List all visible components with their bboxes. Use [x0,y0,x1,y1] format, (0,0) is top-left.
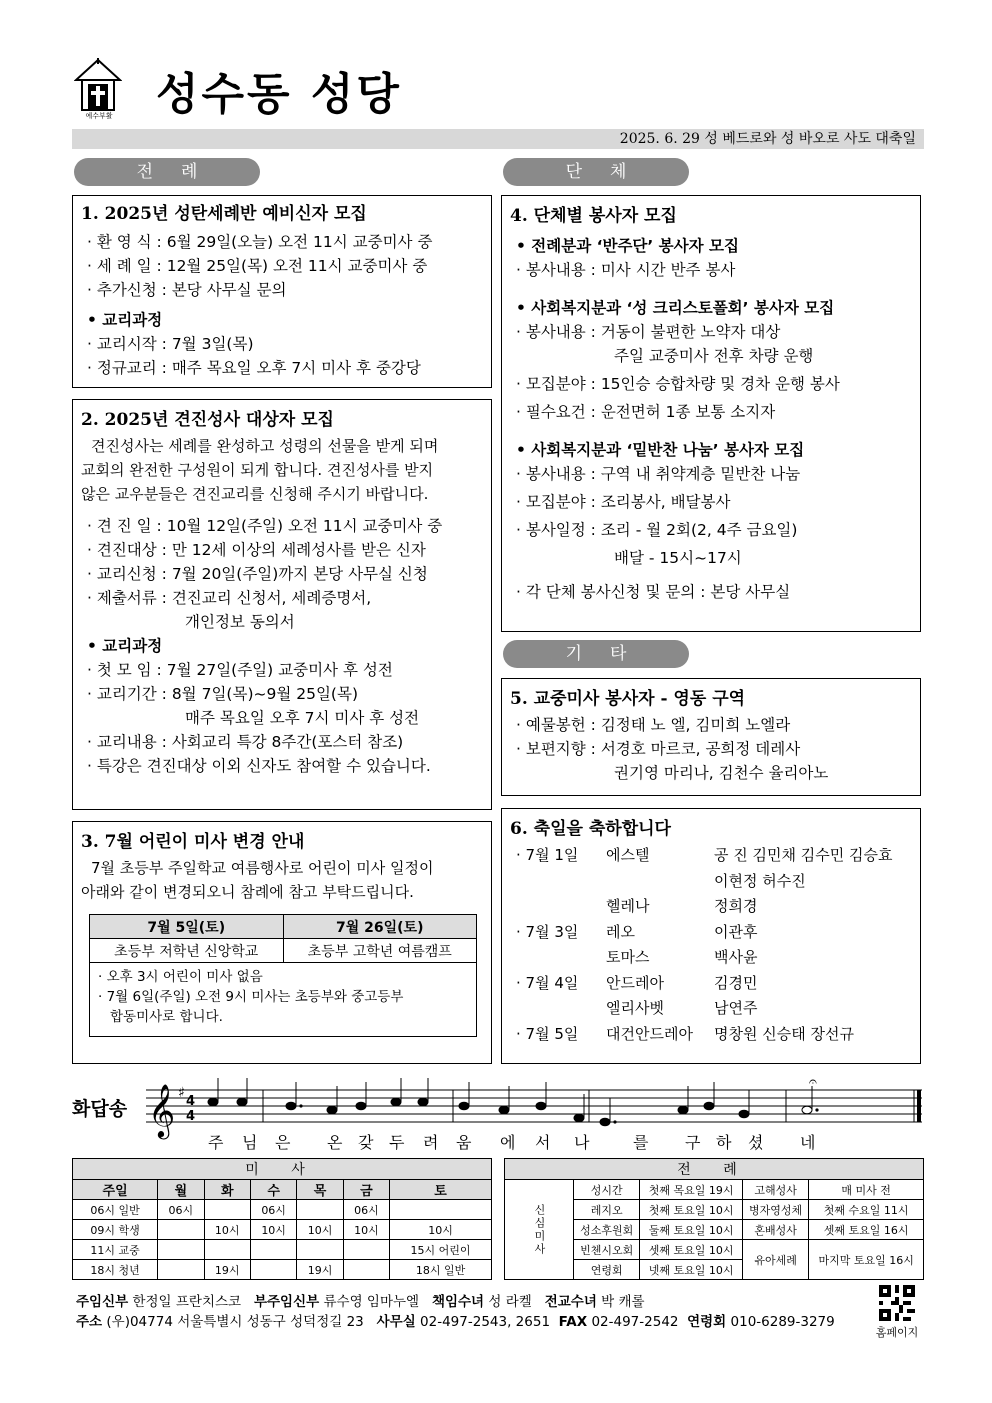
feast-row [516,920,920,946]
lyric-syllable: 움 [456,1133,472,1152]
feast-cell: 헬레나 [606,897,650,915]
notice-4-line: · 각 단체 봉사신청 및 문의 : 본당 사무실 [516,583,791,601]
lyric-syllable: 두 [389,1133,405,1152]
mass-cell: 10시 [204,1220,250,1240]
lyric-syllable: 은 [275,1133,291,1152]
mass-schedule-table [72,1158,492,1280]
liturgy-table-title: 전 례 [505,1159,924,1180]
liturgy-cell: 첫째 토요일 10시 [640,1200,743,1220]
mass-cell: 15시 어린이 [390,1240,492,1260]
section-liturgy: 전례 [74,158,260,186]
mass-cell [204,1240,250,1260]
notice-2-para: 교회의 완전한 구성원이 되게 합니다. 견진성사를 받지 [81,461,434,479]
feast-cell: · 7월 4일 [516,973,579,992]
notice-5-line: · 예물봉헌 : 김정태 노 엘, 김미희 노엘라 [516,716,791,734]
notice-box-3 [72,821,492,1064]
notice-2-line: 개인정보 동의서 [185,613,295,631]
liturgy-cell: 빈첸시오회 [574,1240,640,1260]
music-note [391,1098,401,1106]
notice-4-line: 주일 교중미사 전후 차량 운행 [614,347,814,365]
notice-4-line: · 봉사내용 : 거동이 불편한 노약자 대상 [516,323,781,341]
notice-2-line: · 교리내용 : 사회교리 특강 8주간(포스터 참조) [87,733,404,751]
section-etc: 기타 [503,640,689,668]
feast-cell: · 7월 1일 [516,846,579,864]
mass-cell: 19시 [297,1260,343,1280]
feast-cell [516,869,606,895]
notice-1-line: · 교리시작 : 7월 3일(목) [87,335,254,353]
notice-4-line: · 모집분야 : 15인승 승합차량 및 경차 운행 봉사 [516,375,840,393]
feast-row [516,996,920,1022]
date-bar: 2025. 6. 29 성 베드로와 성 바오로 사도 대축일 [72,129,924,149]
mass-cell [158,1220,204,1240]
notice-4-line: · 봉사내용 : 구역 내 취약계층 밑반찬 나눔 [516,465,801,483]
mass-cell [158,1240,204,1260]
lyric-syllable: 에 [500,1133,516,1152]
table-cell: 초등부 고학년 여름캠프 [283,939,477,963]
feast-cell: 백사윤 [714,948,758,966]
liturgy-cell: 병자영성체 [742,1200,808,1220]
liturgy-cell: 혼배성사 [742,1220,808,1240]
feast-cell: 대건안드레아 [606,1024,693,1043]
qr-label: 홈페이지 [875,1326,919,1339]
liturgy-cell: 매 미사 전 [809,1180,924,1200]
notice-2-line: · 특강은 견진대상 이외 신자도 참여할 수 있습니다. [87,757,431,775]
hymn-lyrics [0,1130,992,1152]
staff-line: 주임신부 한정일 프란치스코 부주임신부 류수영 임마누엘 책임수녀 성 라켈 전교수녀 박 캐롤 [76,1294,645,1310]
notice-3-title: 3. 7월 어린이 미사 변경 안내 [81,832,305,852]
music-note [536,1102,546,1110]
feast-cell [516,996,606,1022]
mass-cell [390,1200,492,1220]
svg-text:4: 4 [186,1094,196,1109]
liturgy-cell: 둘째 토요일 10시 [640,1220,743,1240]
feast-cell: 토마스 [606,948,650,966]
mass-cell: 06시 [250,1200,296,1220]
notice-box-1 [72,195,492,388]
notice-2-line: · 제출서류 : 견진교리 신청서, 세례증명서, [87,589,372,607]
mass-cell [250,1240,296,1260]
notice-5-line: · 보편지향 : 서경호 마르코, 공희정 데레사 [516,740,801,758]
notice-3-para: 7월 초등부 주일학교 여름행사로 어린이 미사 일정이 [91,859,434,877]
notice-1-line: · 추가신청 : 본당 사무실 문의 [87,281,287,299]
notice-2-para: 견진성사는 세례를 완성하고 성령의 선물을 받게 되며 [91,437,439,455]
music-note [356,1102,366,1110]
logo-caption: 예수부활 [85,112,113,120]
notice-4-sub: • 전례분과 ‘반주단’ 봉사자 모집 [516,237,739,255]
liturgy-cell: 셋째 토요일 10시 [640,1240,743,1260]
feast-cell [606,869,714,895]
liturgy-cell: 셋째 토요일 16시 [809,1220,924,1240]
table-row [73,1240,492,1260]
mass-cell [343,1240,389,1260]
feast-row [516,869,920,895]
lyric-syllable: 네 [800,1133,816,1152]
feast-row [516,894,920,920]
mass-cell: 11시 교중 [73,1240,158,1260]
notice-2-line: · 견 진 일 : 10월 12일(주일) 오전 11시 교중미사 중 [87,517,443,535]
feast-cell: 안드레아 [606,973,664,992]
mass-day-header: 수 [250,1180,296,1200]
lyric-syllable: 나 [574,1133,590,1152]
music-note [739,1110,749,1118]
lyric-syllable: 구 [685,1133,701,1152]
music-note [574,1114,584,1122]
lyric-syllable: 서 [535,1133,551,1152]
notice-1-line: · 환 영 식 : 6월 29일(오늘) 오전 11시 교중미사 중 [87,233,433,251]
feast-cell: 남연주 [714,999,758,1017]
liturgy-cell: 성소후원회 [574,1220,640,1240]
music-note [327,1106,337,1114]
notice-box-5 [501,678,921,796]
mass-cell: 10시 [390,1220,492,1240]
liturgy-cell: 고해성사 [742,1180,808,1200]
feast-cell: 정희경 [714,897,758,915]
mass-day-header: 주일 [73,1180,158,1200]
music-note [499,1106,509,1114]
lyric-syllable: 갖 [358,1133,374,1152]
section-groups: 단체 [503,158,689,186]
mass-cell: 19시 [204,1260,250,1280]
mass-cell: 06시 [343,1200,389,1220]
vertical-label: 신심미사 [505,1180,574,1280]
svg-text:♯: ♯ [178,1085,185,1101]
feast-cell [516,894,606,920]
lyric-syllable: 를 [633,1133,649,1152]
notice-4-line: · 모집분야 : 조리봉사, 배달봉사 [516,493,731,511]
notice-box-4 [501,195,921,632]
music-note [802,1106,812,1114]
address-line: 주소 (우)04774 서울특별시 성동구 성덕정길 23 사무실 02-497-2543, 2651 FAX 02-497-2542 연령회 010-6289-3279 [76,1314,835,1330]
lyric-syllable: 려 [423,1133,439,1152]
liturgy-cell: 레지오 [574,1200,640,1220]
feast-row [516,843,920,869]
feast-cell: · 7월 3일 [516,922,579,941]
svg-text:4: 4 [186,1109,196,1124]
notice-2-line: · 첫 모 임 : 7월 27일(주일) 교중미사 후 성전 [87,661,393,679]
mass-cell: 06시 일반 [73,1200,158,1220]
mass-cell: 09시 학생 [73,1220,158,1240]
music-note [459,1102,469,1110]
table-head: 7월 5일(토) [90,915,284,939]
mass-cell [297,1240,343,1260]
note-dot [613,1120,616,1123]
mass-cell [158,1260,204,1280]
feast-cell: 명창원 신승태 장선규 [714,1024,854,1043]
table-row [73,1200,492,1220]
notice-1-line: · 정규교리 : 매주 목요일 오후 7시 미사 후 중강당 [87,359,421,377]
mass-cell [250,1260,296,1280]
mass-cell [343,1260,389,1280]
table-row [73,1220,492,1240]
notice-2-para: 않은 교우분들은 견진교리를 신청해 주시기 바랍니다. [81,485,429,503]
notice-4-line: · 필수요건 : 운전면허 1종 보통 소지자 [516,403,776,421]
notice-4-line: 배달 - 15시~17시 [614,549,742,567]
notice-2-title: 2. 2025년 견진성사 대상자 모집 [81,410,334,430]
music-note [208,1098,218,1106]
notice-5-line: 권기영 마리나, 김천수 율리아노 [614,764,829,782]
music-note [704,1102,714,1110]
mass-day-header: 목 [297,1180,343,1200]
lyric-syllable: 하 [716,1133,732,1152]
table-note: · 7월 6일(주일) 오전 9시 미사는 초등부와 중고등부 [98,989,404,1005]
lyric-syllable: 셨 [748,1133,764,1152]
lyric-syllable: 주 [208,1133,224,1152]
qr-code-icon[interactable] [879,1285,915,1321]
notice-5-title: 5. 교중미사 봉사자 - 영동 구역 [510,689,746,709]
mass-table-title: 미 사 [73,1159,492,1180]
feast-cell: 레오 [606,922,635,941]
mass-cell: 10시 [250,1220,296,1240]
notice-2-line: 매주 목요일 오후 7시 미사 후 성전 [185,709,420,727]
notice-2-line: · 견진대상 : 만 12세 이상의 세례성사를 받은 신자 [87,541,426,559]
music-note [600,1118,610,1126]
feast-cell: · 7월 5일 [516,1024,579,1043]
mass-day-header: 토 [390,1180,492,1200]
table-row [73,1260,492,1280]
feast-row [516,945,920,971]
feast-cell: 에스텔 [606,846,650,864]
liturgy-cell: 첫째 목요일 19시 [640,1180,743,1200]
lyric-syllable: 온 [327,1133,343,1152]
music-note [286,1102,296,1110]
notice-4-sub: • 사회복지분과 ‘성 크리스토폴회’ 봉사자 모집 [516,299,835,317]
mass-cell: 06시 [158,1200,204,1220]
svg-text:𝄞: 𝄞 [148,1083,176,1137]
liturgy-cell: 마지막 토요일 16시 [809,1240,924,1280]
notice-4-title: 4. 단체별 봉사자 모집 [510,206,677,226]
liturgy-cell: 유아세례 [742,1240,808,1280]
feast-cell: 엘리사벳 [606,999,664,1017]
feast-list [516,843,920,1047]
notice-4-line: · 봉사일정 : 조리 - 월 2회(2, 4주 금요일) [516,521,798,539]
table-note: 합동미사로 합니다. [110,1009,223,1025]
table-head: 7월 26일(토) [283,915,477,939]
note-dot [815,1108,818,1111]
mass-cell: 18시 청년 [73,1260,158,1280]
mass-cell: 10시 [297,1220,343,1240]
notice-4-sub: • 사회복지분과 ‘밑반찬 나눔’ 봉사자 모집 [516,441,805,459]
music-note [678,1106,688,1114]
notice-2-line: · 교리기간 : 8월 7일(목)~9월 25일(목) [87,685,358,703]
notice-1-title: 1. 2025년 성탄세례반 예비신자 모집 [81,204,367,224]
notice-1-line: · 세 례 일 : 12월 25일(목) 오전 11시 교중미사 중 [87,257,428,275]
feast-cell: 공 진 김민채 김수민 김승효 [714,846,893,864]
notice-4-line: · 봉사내용 : 미사 시간 반주 봉사 [516,261,736,279]
table-cell: 초등부 저학년 신앙학교 [90,939,284,963]
feast-row [516,971,920,997]
table-row [505,1180,924,1200]
notice-box-2 [72,399,492,810]
liturgy-cell: 연령회 [574,1260,640,1280]
notice-2-sub: • 교리과정 [87,637,163,655]
notice-box-6 [501,808,921,1064]
liturgy-cell: 첫째 수요일 11시 [809,1200,924,1220]
note-dot [299,1104,302,1107]
mass-day-header: 월 [158,1180,204,1200]
mass-cell: 18시 일반 [390,1260,492,1280]
feast-cell [516,945,606,971]
music-note [237,1098,247,1106]
mass-cell [297,1200,343,1220]
children-mass-table [89,914,477,1037]
hymn-label: 화답송 [72,1098,128,1120]
page-title: 성수동 성당 [156,69,402,120]
mass-cell [204,1200,250,1220]
notice-6-title: 6. 축일을 축하합니다 [510,819,671,839]
notice-3-para: 아래와 같이 변경되오니 참례에 참고 부탁드립니다. [81,883,414,901]
liturgy-table [504,1158,924,1280]
notice-2-line: · 교리신청 : 7월 20일(주일)까지 본당 사무실 신청 [87,565,428,583]
feast-row [516,1022,920,1048]
feast-cell: 이관후 [714,922,758,941]
feast-cell: 이현정 허수진 [714,871,806,890]
liturgy-cell: 성시간 [574,1180,640,1200]
notice-1-sub: • 교리과정 [87,311,163,329]
music-note [418,1098,428,1106]
mass-day-header: 금 [343,1180,389,1200]
table-note: · 오후 3시 어린이 미사 없음 [98,969,263,985]
lyric-syllable: 님 [242,1133,258,1152]
feast-cell: 김경민 [714,973,758,992]
mass-day-header: 화 [204,1180,250,1200]
liturgy-cell: 넷째 토요일 10시 [640,1260,743,1280]
mass-cell: 10시 [343,1220,389,1240]
svg-text:𝄐: 𝄐 [809,1074,817,1090]
